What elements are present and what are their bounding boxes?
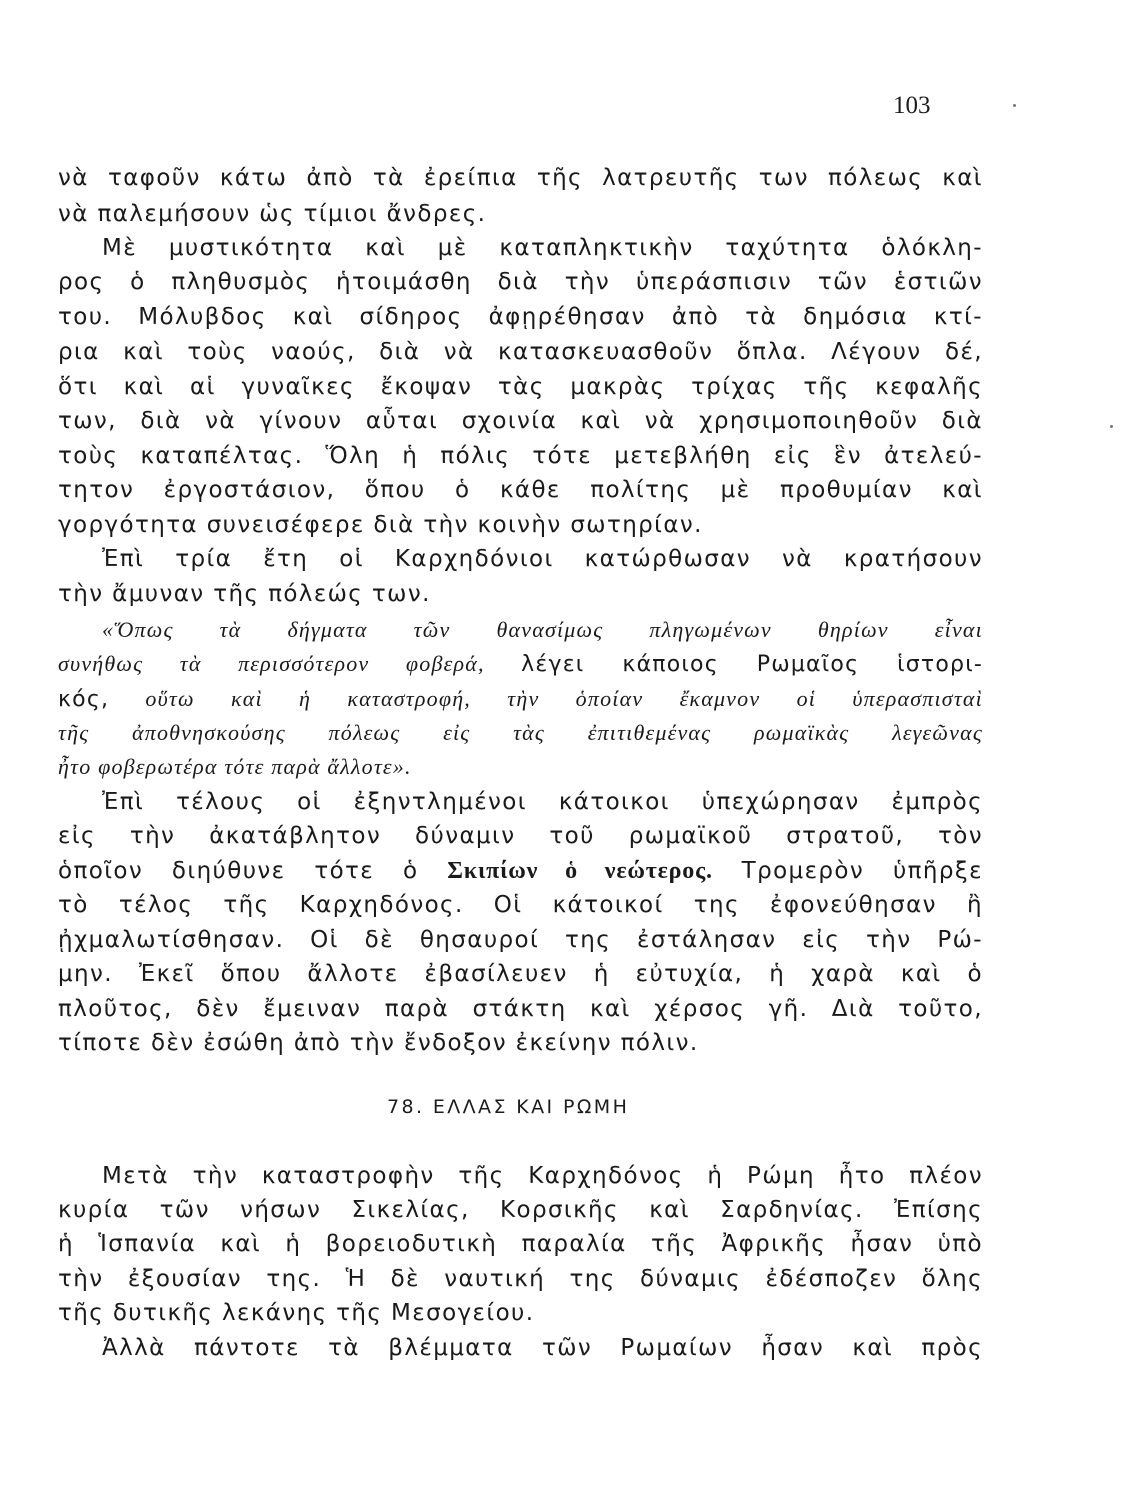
text-line: νὰ παλεμήσουν ὡς τίμιοι ἄνδρες. <box>58 201 487 227</box>
text-line: τὸ τέλος τῆς Καρχηδόνος. Οἱ κάτοικοί της ἐφονεύθησαν ἢ <box>58 892 983 918</box>
quote-line <box>58 683 983 715</box>
text-line: Ἀλλὰ πάντοτε τὰ βλέμματα τῶν Ρωμαίων ἦσαν καὶ πρὸς <box>102 1335 983 1361</box>
text-line: Μὲ μυστικότητα καὶ μὲ καταπληκτικὴν ταχύτητα ὁλόκλη- <box>102 235 983 261</box>
text-line: τὴν ἄμυναν τῆς πόλεώς των. <box>58 581 431 607</box>
text-line: ἡ Ἱσπανία καὶ ἡ βορειοδυτικὴ παραλία τῆς Ἀφρικῆς ἦσαν ὑπὸ <box>58 1231 983 1257</box>
text-line: ρος ὁ πληθυσμὸς ἡτοιμάσθη διὰ τὴν ὑπεράσπισιν τῶν ἑστιῶν <box>58 269 983 295</box>
text-line: Ἐπὶ τρία ἔτη οἱ Καρχηδόνιοι κατώρθωσαν νὰ κρατήσουν <box>102 546 983 572</box>
text-line: Μετὰ τὴν καταστροφὴν τῆς Καρχηδόνος ἡ Ρώμη ἦτο πλέον <box>102 1163 983 1189</box>
text-line: μην. Ἐκεῖ ὅπου ἄλλοτε ἐβασίλευεν ἡ εὐτυχία, ἡ χαρὰ καὶ ὁ <box>58 961 983 987</box>
quote-attribution: λέγει κάποιος Ρωμαῖος ἱστορι- <box>521 652 983 677</box>
page-number: 103 <box>893 92 931 119</box>
quote-line: τῆς ἀποθνησκούσης πόλεως εἰς τὰς ἐπιτιθεμένας ρωμαϊκὰς λεγεῶνας <box>58 720 983 745</box>
text-line: Ἐπὶ τέλους οἱ ἐξηντλημένοι κάτοικοι ὑπεχώρησαν ἐμπρὸς <box>102 789 983 815</box>
text-line <box>58 855 983 887</box>
text-line: νὰ ταφοῦν κάτω ἀπὸ τὰ ἐρείπια τῆς λατρευτῆς των πόλεως καὶ <box>58 165 983 191</box>
text-line: τὴν ἐξουσίαν της. Ἡ δὲ ναυτική της δύναμις ἐδέσποζεν ὅλης <box>58 1266 983 1292</box>
text-line: τῆς δυτικῆς λεκάνης τῆς Μεσογείου. <box>58 1300 535 1326</box>
text-line: ὅτι καὶ αἱ γυναῖκες ἔκοψαν τὰς μακρὰς τρίχας τῆς κεφαλῆς <box>58 374 983 400</box>
text-line: τητον ἐργοστάσιον, ὅπου ὁ κάθε πολίτης μὲ προθυμίαν καὶ <box>58 477 983 503</box>
text-line: κυρία τῶν νήσων Σικελίας, Κορσικῆς καὶ Σαρδηνίας. Ἐπίσης <box>58 1197 983 1223</box>
quote-line: ἦτο φοβερωτέρα τότε παρὰ ἄλλοτε». <box>58 754 412 779</box>
text-line: ᾐχμαλωτίσθησαν. Οἱ δὲ θησαυροί της ἐστάλησαν εἰς τὴν Ρώ- <box>58 927 983 953</box>
scan-speck <box>1013 104 1016 107</box>
text-line: τοὺς καταπέλτας. Ὅλη ἡ πόλις τότε μετεβλήθη εἰς ἓν ἀτελεύ- <box>58 443 983 469</box>
text-line: ρια καὶ τοὺς ναούς, διὰ νὰ κατασκευασθοῦν ὅπλα. Λέγουν δέ, <box>58 339 983 365</box>
section-heading: 78. ΕΛΛΑΣ ΚΑΙ ΡΩΜΗ <box>387 1096 630 1118</box>
text-line: γοργότητα συνεισέφερε διὰ τὴν κοινὴν σωτηρίαν. <box>58 512 703 538</box>
quote-line: «Ὅπως τὰ δήγματα τῶν θανασίμως πληγωμένων θηρίων εἶναι <box>102 617 983 642</box>
quote-text: οὕτω καὶ ἡ καταστροφή, τὴν ὁποίαν ἔκαμνον οἱ ὑπερασπισταὶ <box>145 686 983 711</box>
text-line: του. Μόλυβδος καὶ σίδηρος ἀφῃρέθησαν ἀπὸ τὰ δημόσια κτί- <box>58 304 983 330</box>
quote-text: συνήθως τὰ περισσότερον φοβερά, <box>58 651 485 676</box>
text-line: εἰς τὴν ἀκατάβλητον δύναμιν τοῦ ρωμαϊκοῦ στρατοῦ, τὸν <box>58 823 983 849</box>
text-line: τίποτε δὲν ἐσώθη ἀπὸ τὴν ἔνδοξον ἐκείνην πόλιν. <box>58 1030 699 1056</box>
quote-line <box>58 648 983 680</box>
text-run: Τρομερὸν ὑπῆρξε <box>741 858 983 884</box>
bold-name-scipio: Σκιπίων ὁ νεώτερος. <box>447 858 713 884</box>
text-line: πλοῦτος, δὲν ἔμειναν παρὰ στάκτη καὶ χέρσος γῆ. Διὰ τοῦτο, <box>58 996 983 1022</box>
text-line: των, διὰ νὰ γίνουν αὗται σχοινία καὶ νὰ χρησιμοποιηθοῦν διὰ <box>58 408 983 434</box>
scan-speck <box>1110 425 1113 428</box>
text-run: ὁποῖον διηύθυνε τότε ὁ <box>58 858 419 884</box>
quote-attribution: κός, <box>58 687 110 712</box>
